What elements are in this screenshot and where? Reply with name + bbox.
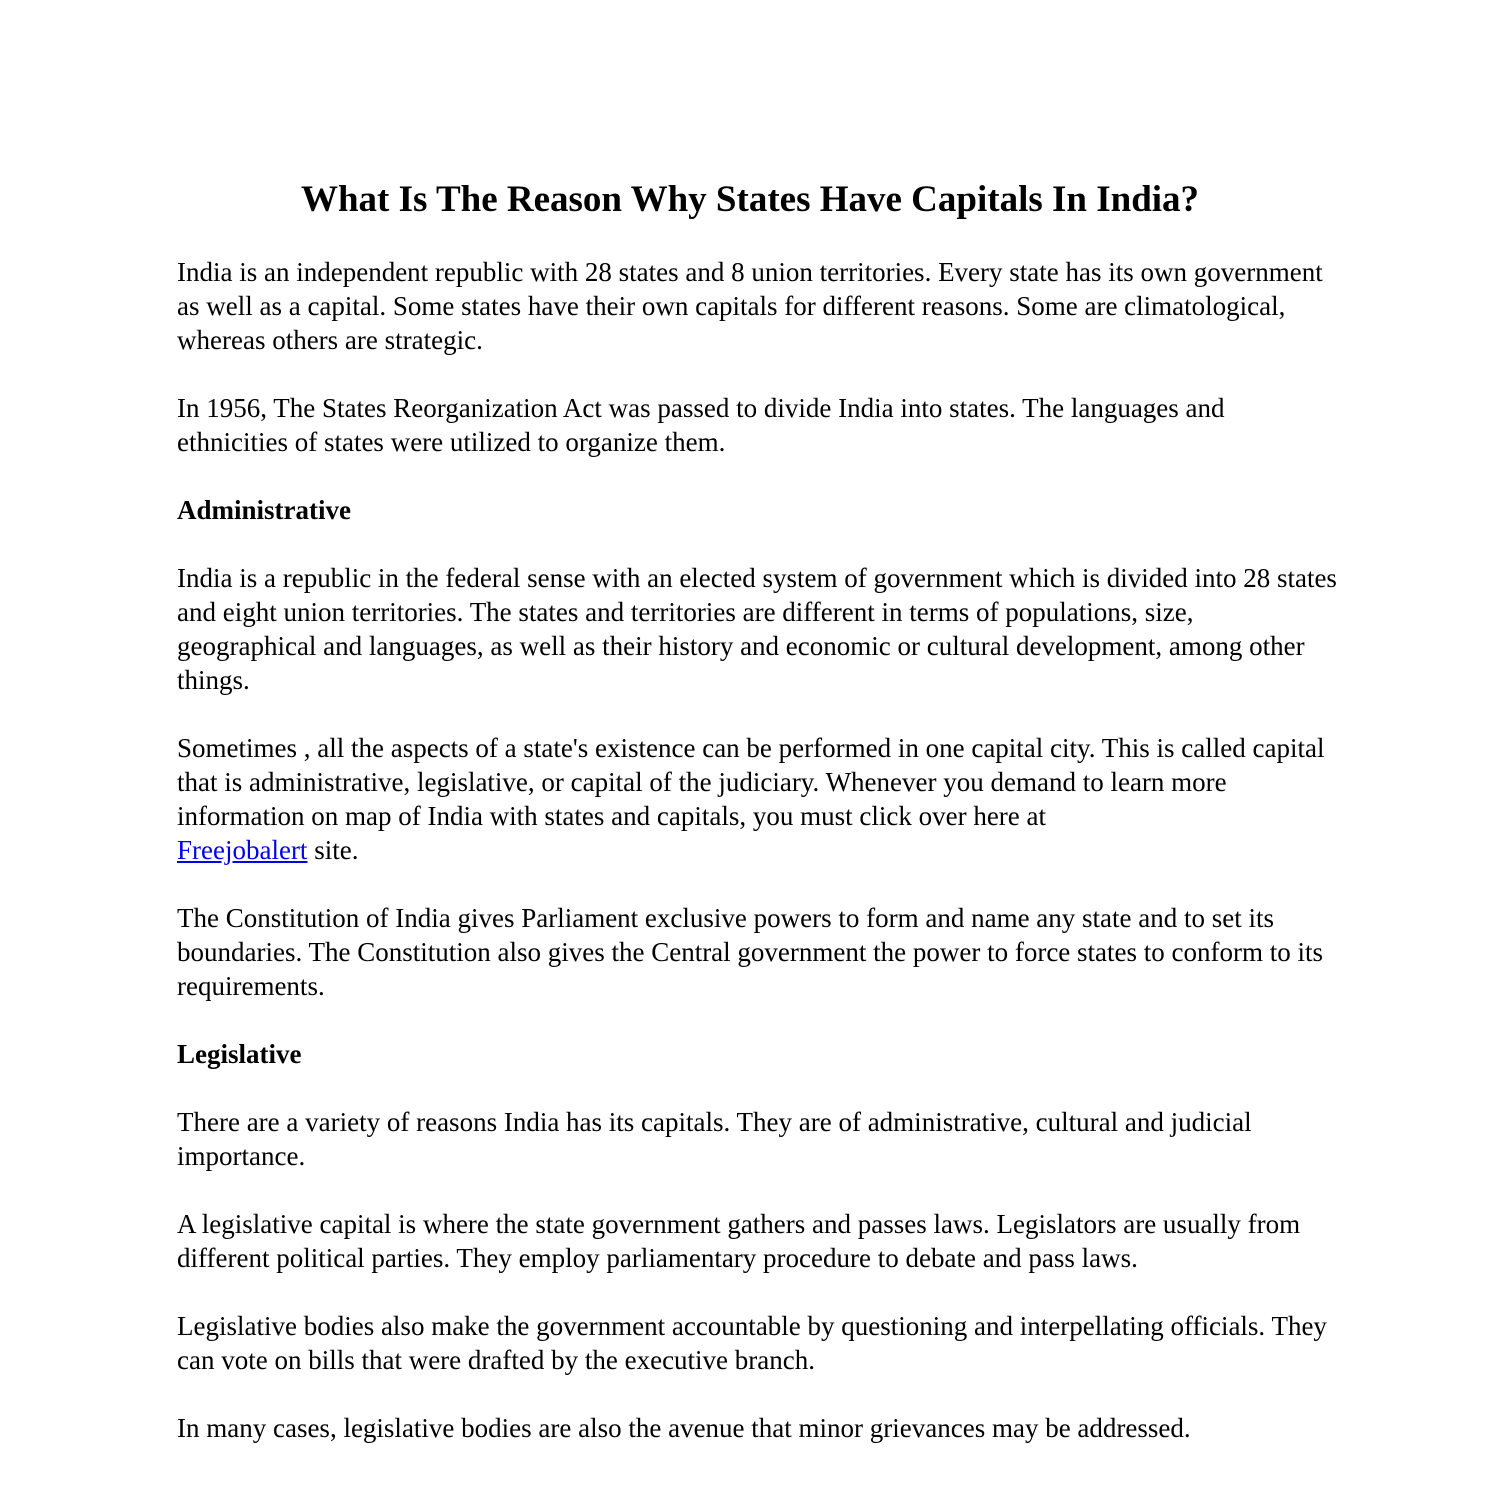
section-heading-administrative: Administrative: [177, 495, 351, 525]
document-body: [177, 255, 1337, 1479]
paragraph-minor-grievances: In many cases, legislative bodies are also the avenue that minor grievances may be addressed.: [177, 1413, 1191, 1443]
paragraph-intro: India is an independent republic with 28 states and 8 union territories. Every state has its own government as well as a capital. Some states have their own capitals for different reasons. Some are climatological, whereas others are strategic.: [177, 257, 1323, 355]
section-heading-legislative: Legislative: [177, 1039, 302, 1069]
paragraph-capital-city: [177, 731, 1337, 867]
paragraph-capital-city-text: Sometimes , all the aspects of a state's existence can be performed in one capital city. This is called capital that is administrative, legislative, or capital of the judiciary. Whenever you demand to learn more information on map of India with states and capitals, you must click over here at: [177, 733, 1325, 831]
paragraph-legislative-bodies: Legislative bodies also make the government accountable by questioning and interpellating officials. They can vote on bills that were drafted by the executive branch.: [177, 1311, 1327, 1375]
paragraph-legislative-capital: A legislative capital is where the state government gathers and passes laws. Legislators are usually from different political parties. They employ parliamentary procedure to debate and pass laws.: [177, 1209, 1301, 1273]
paragraph-variety-of-reasons: There are a variety of reasons India has its capitals. They are of administrative, cultural and judicial importance.: [177, 1107, 1252, 1171]
paragraph-constitution: The Constitution of India gives Parliament exclusive powers to form and name any state and to set its boundaries. The Constitution also gives the Central government the power to force states to conform to its requirements.: [177, 903, 1324, 1001]
paragraph-federal-republic: India is a republic in the federal sense with an elected system of government which is divided into 28 states and eight union territories. The states and territories are different in terms of populations, size, geographical and languages, as well as their history and economic or cultural development, among other things.: [177, 563, 1337, 695]
paragraph-reorganization-act: In 1956, The States Reorganization Act was passed to divide India into states. The languages and ethnicities of states were utilized to organize them.: [177, 393, 1225, 457]
freejobalert-link[interactable]: Freejobalert: [177, 835, 308, 865]
page-title: What Is The Reason Why States Have Capitals In India?: [300, 179, 1200, 220]
link-suffix-text: site.: [307, 835, 359, 865]
